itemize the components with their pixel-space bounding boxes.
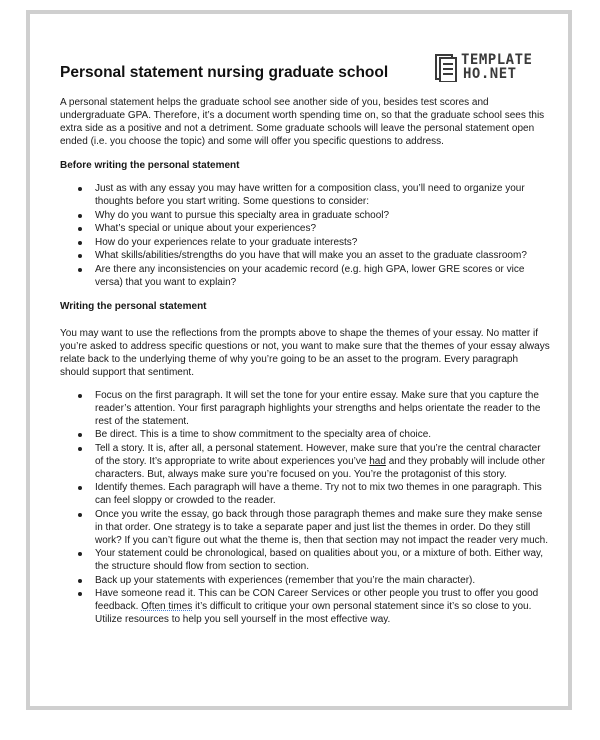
list-item: Why do you want to pursue this specialty area in graduate school? xyxy=(95,209,550,222)
document-frame xyxy=(26,10,572,710)
list-item: Your statement could be chronological, based on qualities about you, or a mixture of both. Either way, the structure should flow from section to section. xyxy=(95,547,550,573)
writing-list xyxy=(60,389,550,627)
list-item-last xyxy=(95,587,550,626)
document-page xyxy=(60,52,550,627)
list-item: Identify themes. Each paragraph will have a theme. Try not to mix two themes in one paragraph. This can feel sloppy or crowded to the reader. xyxy=(95,481,550,507)
story-text-after: and they probably will include other characters. But, always make sure you’re focused on you. You’re the protagonist of this story. xyxy=(95,455,545,480)
list-item: Back up your statements with experiences (remember that you’re the main character). xyxy=(95,574,550,587)
list-item: Focus on the first paragraph. It will set the tone for your entire essay. Make sure that you capture the reader’s attention. Your first paragraph highlights your strengths and helps orientate the reader to the rest of the statement. xyxy=(95,389,550,428)
logo-line1: TEMPLATE xyxy=(461,52,533,68)
logo-text xyxy=(461,53,532,81)
list-item: Are there any inconsistencies on your academic record (e.g. high GPA, lower GRE scores or vice versa) that you want to explain? xyxy=(95,263,550,289)
logo-line2: HO.NET xyxy=(463,66,517,82)
list-item: Be direct. This is a time to show commitment to the specialty area of choice. xyxy=(95,428,550,441)
page-title: Personal statement nursing graduate school xyxy=(60,64,389,81)
before-writing-list xyxy=(60,182,550,289)
list-item: Just as with any essay you may have written for a composition class, you’ll need to organize your thoughts before you start writing. Some questions to consider: xyxy=(95,182,550,208)
list-item: What skills/abilities/strengths do you have that will make you an asset to the graduate classroom? xyxy=(95,249,550,262)
list-item: Once you write the essay, go back through those paragraph themes and make sure they make sense in that order. One strategy is to take a separate paper and just list the themes in order. Do they still work? If you can’t figure out what the theme is, then that section may not impact the reader very much. xyxy=(95,508,549,546)
templateho-logo[interactable] xyxy=(435,52,555,86)
section-heading-writing: Writing the personal statement xyxy=(60,300,207,312)
section-heading-before: Before writing the personal statement xyxy=(60,160,240,171)
story-underlined-word: had xyxy=(369,455,386,467)
document-icon xyxy=(435,54,457,82)
title-row xyxy=(60,52,550,82)
story-text-before: Tell a story. It is, after all, a personal statement. However, make sure that you’re the central character of the story. It’s appropriate to write about experiences you’ve xyxy=(95,442,541,467)
list-item-story xyxy=(95,442,550,481)
last-text-after: it’s difficult to critique your own personal statement since it’s so close to you. Utilize resources to help you sell yourself in the most effective way. xyxy=(95,601,532,625)
intro-paragraph: A personal statement helps the graduate school see another side of you, besides test scores and undergraduate GPA. Therefore, it’s a document worth spending time on, so that the graduate school sees this extra side as a positive and not a detriment. Some graduate schools will leave the personal statement open ended (i.e. you choose the topic) and some will offer you specific questions to address. xyxy=(60,97,545,147)
last-dotted-phrase: Often times xyxy=(141,601,193,612)
list-item: What’s special or unique about your experiences? xyxy=(95,222,550,235)
list-item: How do your experiences relate to your graduate interests? xyxy=(95,236,550,249)
last-text-before: Have someone read it. This can be CON Career Services or other people you trust to offer you good feedback. xyxy=(95,588,539,612)
writing-intro-paragraph: You may want to use the reflections from the prompts above to shape the themes of your essay. No matter if you’re asked to address specific questions or not, you want to make sure that the themes of your essay always relate back to the underlying theme of why you’re going to be an asset to the program. Every paragraph should support that sentiment. xyxy=(60,327,550,378)
